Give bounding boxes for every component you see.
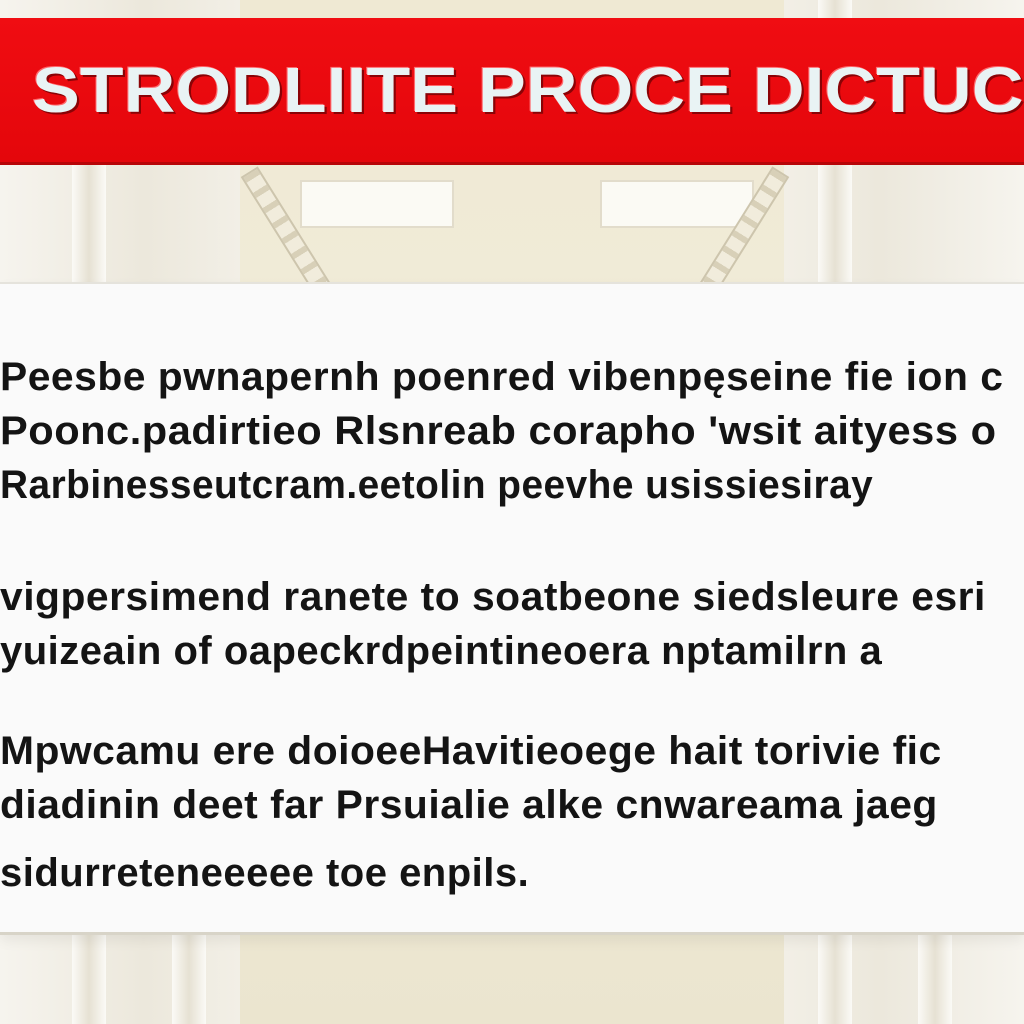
header-banner (0, 18, 1024, 162)
ceiling-light (600, 180, 754, 228)
notice-panel (0, 282, 1024, 935)
notice-line: Peesbe pwnapernh poenred vibenpęseine fie ion c (0, 355, 1004, 399)
notice-line: vigpersimend ranete to soatbeone siedsleure esri (0, 575, 986, 619)
notice-line: Rarbinesseutcram.eetolin peevhe usissiesiray (0, 463, 874, 507)
banner-title: STRODLIITE PROCE DICTUC (32, 54, 1024, 126)
notice-line: sidurreteneeeee toe enpils. (0, 851, 530, 895)
notice-paragraph (0, 350, 1024, 512)
notice-line: Mpwcamu ere doioeeHavitieoege hait torivie fic (0, 729, 942, 773)
notice-paragraph (0, 724, 1024, 900)
notice-line: diadinin deet far Prsuialie alke cnwareama jaeg (0, 783, 938, 827)
notice-line: Poonc.padirtieo Rlsnreab corapho 'wsit aityess o (0, 409, 997, 453)
notice-paragraph (0, 570, 1024, 678)
ceiling-light (300, 180, 454, 228)
notice-line: yuizeain of oapeckrdpeintineoera nptamilrn a (0, 629, 883, 673)
